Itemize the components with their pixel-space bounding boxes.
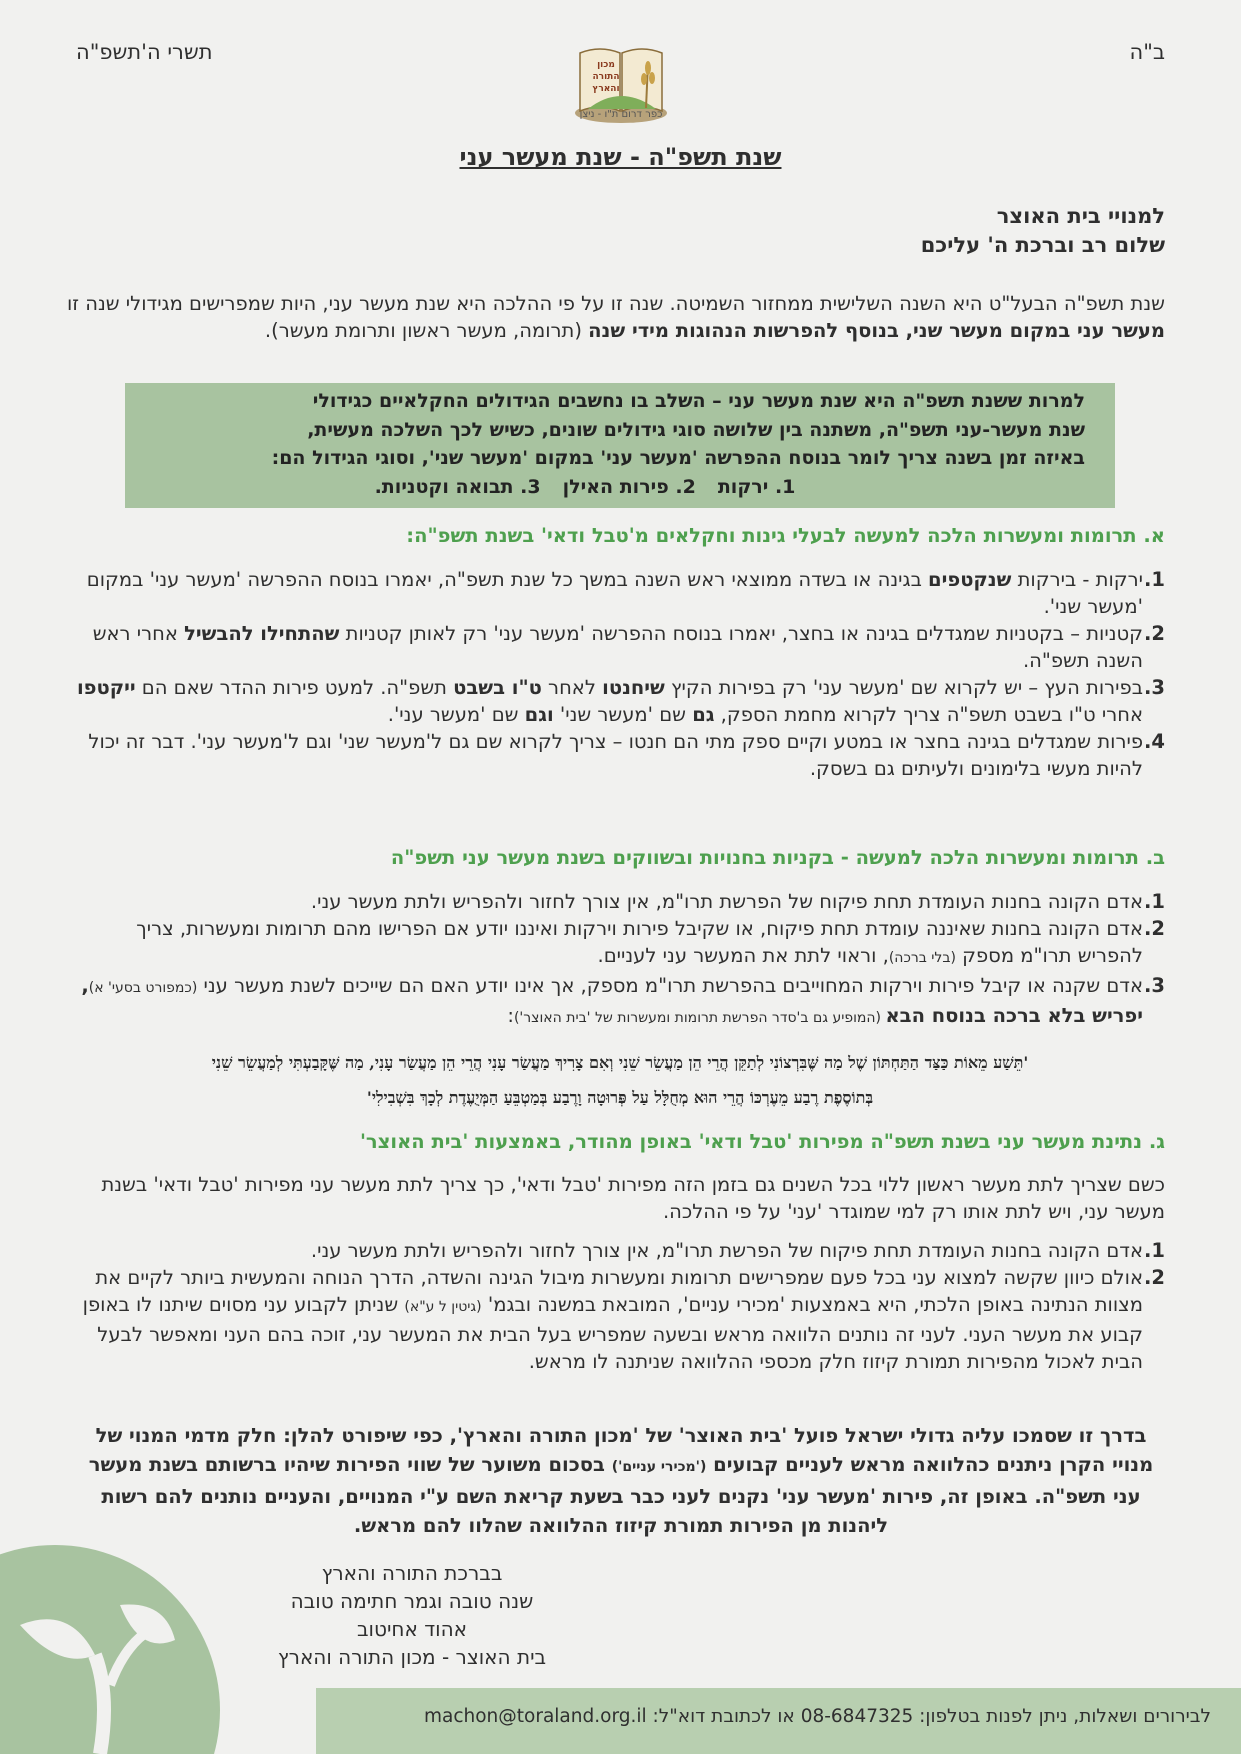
- logo-text-3: והארץ: [592, 84, 620, 94]
- header-date: תשרי ה'תשפ"ה: [76, 40, 213, 64]
- item-text: בפירות העץ – יש לקרוא שם 'מעשר עני' רק בפירות הקיץ: [664, 676, 1143, 699]
- signoff-line-2: שנה טובה וגמר חתימה טובה: [290, 1589, 534, 1613]
- item-number: 3.: [1144, 974, 1165, 997]
- item-text: לאחר: [541, 676, 603, 699]
- item-text: אחרי ראש השנה תשפ"ה.: [92, 622, 1143, 672]
- logo-text-1: מכון: [597, 60, 615, 70]
- section-c-intro: כשם שצריך לתת מעשר ראשון ללוי בכל השנים גם בזמן הזה מפירות 'טבל ודאי', כך צריך לתת מעשר עני מפירות 'טבל ודאי' בשנת מעשר עני, ויש לתת אותו רק למי שמוגדר 'עני' על פי ההלכה.: [101, 1173, 1165, 1223]
- section-a-heading: א. תרומות ומעשרות הלכה למעשה לבעלי גינות וחקלאים מ'טבל ודאי' בשנת תשפ"ה:: [406, 524, 1165, 547]
- crop-type-3: 3. תבואה וקטניות.: [374, 475, 541, 498]
- item-text: שם 'מעשר עני'.: [387, 703, 525, 726]
- signoff-org: בית האוצר - מכון התורה והארץ: [277, 1645, 547, 1669]
- item-number: 4.: [1144, 730, 1165, 753]
- highlight-line-1: למרות ששנת תשפ"ה היא שנת מעשר עני – השלב בו נחשבים הגידולים החקלאיים כגידולי: [312, 390, 1085, 412]
- section-a-list: [65, 566, 1165, 782]
- section-c-heading: ג. נתינת מעשר עני בשנת תשפ"ה מפירות 'טבל ודאי' באופן מהודר, באמצעות 'בית האוצר': [359, 1130, 1165, 1153]
- intro-text-1: שנת תשפ"ה הבעל"ט היא השנה השלישית ממחזור השמיטה. שנה זו על פי ההלכה היא שנת מעשר עני, היות שמפרישים מגידולי שנה זו: [66, 292, 1165, 315]
- item-number: 1.: [1144, 568, 1165, 591]
- list-item: [65, 888, 1165, 915]
- item-note: (בלי ברכה): [888, 950, 956, 966]
- addressee: [921, 202, 1165, 260]
- item-text: שם 'מעשר שני': [553, 703, 693, 726]
- footer-prefix: לבירורים ושאלות, ניתן לפנות בטלפון:: [913, 1706, 1211, 1727]
- footer-phone[interactable]: 08-6847325: [800, 1706, 914, 1727]
- item-text: שניתן לקבוע עני מסוים שיתנו לו באופן קבוע את מעשר העני. לעני זה נותנים הלוואה מראש ובשעה שמפריש בעל הבית את המעשר עני, זוכה בהם העני ומאפשר לבעל הבית לאכול מהפירות תמורת קיזוז חלק מכספי ההלוואה שניתנה לו מראש.: [82, 1293, 1143, 1373]
- closing-note: ('מכירי עניים'): [611, 1459, 707, 1475]
- header-bh: ב"ה: [1129, 40, 1165, 64]
- list-item: [65, 1264, 1165, 1375]
- item-text: אחרי ט"ו בשבט תשפ"ה צריך לקרוא מחמת הספק,: [714, 703, 1143, 726]
- sprout-corner-icon: [0, 1545, 220, 1754]
- item-text: קטניות – בקטניות שמגדלים בגינה או בחצר, יאמרו בנוסח ההפרשה 'מעשר עני' רק לאותן קטניות: [339, 622, 1143, 645]
- item-text: אדם שקנה או קיבל פירות וירקות המחוייבים בהפרשת תרו"מ מספק, אך אינו יודע האם הם שייכים לשנת מעשר עני: [197, 974, 1143, 997]
- item-text: אדם הקונה בחנות העומדת תחת פיקוח של הפרשת תרו"מ, אין צורך לחזור ולהפריש ולתת מעשר עני.: [310, 890, 1143, 913]
- item-bold: שהתחילו להבשיל: [184, 622, 340, 645]
- list-item: [65, 915, 1165, 972]
- list-item: [65, 1237, 1165, 1264]
- item-bold: , יפריש בלא ברכה בנוסח הבא: [81, 974, 1143, 1027]
- item-number: 1.: [1144, 1239, 1165, 1262]
- crop-types: [155, 473, 1085, 502]
- section-c-list: [65, 1237, 1165, 1375]
- list-item: [65, 728, 1165, 782]
- logo-caption: כפר דרום ת"ו - ניצן: [579, 109, 663, 120]
- addressee-line-2: שלום רב וברכת ה' עליכם: [920, 233, 1165, 257]
- page-title: שנת תשפ"ה - שנת מעשר עני: [459, 143, 782, 171]
- intro-bold: מעשר עני במקום מעשר שני, בנוסף להפרשות הנהוגות מידי שנה: [588, 319, 1165, 342]
- signoff: [262, 1559, 562, 1671]
- footer-contact-band: [316, 1688, 1241, 1754]
- footer-email[interactable]: machon@toraland.org.il: [423, 1706, 647, 1727]
- item-text: ירקות - בירקות: [1011, 568, 1143, 591]
- highlight-line-2: שנת מעשר-עני תשפ"ה, משתנה בין שלושה סוגי גידולים שונים, כשיש לכך השלכה מעשית,: [307, 418, 1085, 441]
- item-text: תשפ"ה. למעט פירות ההדר שאם הם: [135, 676, 454, 699]
- closing-paragraph: [76, 1421, 1166, 1540]
- item-note: (המופיע גם ב'סדר הפרשת תרומות ומעשרות של 'בית האוצר'): [513, 1010, 886, 1026]
- item-note: (כמפורט בסעי' א): [88, 980, 198, 996]
- item-text: :: [507, 1004, 514, 1027]
- intro-paragraph: [65, 290, 1165, 344]
- item-text: בגינה או בשדה ממוצאי ראש השנה במשך כל שנת תשפ"ה, יאמרו בנוסח ההפרשה 'מעשר עני' במקום 'מעשר שני'.: [86, 568, 1143, 618]
- item-number: 2.: [1144, 917, 1165, 940]
- footer-middle: או לכתובת דוא"ל:: [646, 1706, 801, 1727]
- list-item: [65, 972, 1165, 1032]
- intro-text-2: (תרומה, מעשר ראשון ותרומת מעשר).: [264, 319, 589, 342]
- item-text: פירות שמגדלים בגינה בחצר או במטע וקיים ספק מתי הם חנטו – צריך לקרוא שם גם ל'מעשר שני' וגם ל'מעשר עני'. דבר זה יכול להיות מעשי בלימונים ולעיתים גם בשסק.: [88, 730, 1143, 780]
- item-bold: ט"ו בשבט: [453, 676, 542, 699]
- section-b-heading: ב. תרומות ומעשרות הלכה למעשה - בקניות בחנויות ובשווקים בשנת מעשר עני תשפ"ה: [390, 846, 1165, 869]
- addressee-line-1: למנויי בית האוצר: [996, 204, 1165, 228]
- closing-text-2: בסכום משוער של שווי הפירות שיהיו ברשותם בשנת מעשר עני תשפ"ה. באופן זה, פירות 'מעשר עני' נקנים לעני כבר בשעת קריאת השם ע"י המנויים, והעניים נותנים להם רשות ליהנות מן הפירות תמורת קיזוז ההלוואה שהלוו להם מראש.: [88, 1453, 1141, 1537]
- quote-line-2: בְּתוֹסֶפֶת רֶבַע מֵעֶרְכּוֹ הֲרֵי הוּא מְחֻלָּל עַל פְּרוּטָה וָרֶבַע בְּמַטְבֵּעַ הַמְּיֻעֶדֶת לְכָךְ בִּשְׁבִילִי': [366, 1088, 874, 1107]
- item-text: אדם הקונה בחנות שאיננה עומדת תחת פיקוח, או שקיבל פירות וירקות ואיננו יודע אם הפרישו מהם תרומות ומעשרות, צריך להפריש תרו"מ מספק: [136, 917, 1143, 967]
- item-note: (גיטין ל ע"א): [404, 1299, 482, 1315]
- footer-contact: [424, 1706, 1211, 1727]
- item-bold: גם: [692, 703, 715, 726]
- item-number: 2.: [1144, 1266, 1165, 1289]
- item-bold: וגם: [524, 703, 554, 726]
- logo-text-2: התורה: [592, 72, 620, 82]
- crop-type-2: 2. פירות האילן: [562, 475, 696, 498]
- item-text: אולם כיוון שקשה למצוא עני בכל פעם שמפרישים תרומות ומעשרות מיבול הגינה והשדה, הדרך הנוחה והמעשית ביותר לקיים את מצוות הנתינה באופן הלכתי, היא באמצעות 'מכירי עניים', המובאת במשנה ובגמ': [95, 1266, 1143, 1316]
- list-item: [65, 566, 1165, 620]
- item-number: 1.: [1144, 890, 1165, 913]
- signoff-name: אהוד אחיטוב: [356, 1617, 468, 1641]
- signoff-line-1: בברכת התורה והארץ: [321, 1561, 503, 1585]
- item-text: אדם הקונה בחנות העומדת תחת פיקוח של הפרשת תרו"מ, אין צורך לחזור ולהפריש ולתת מעשר עני.: [310, 1239, 1143, 1262]
- item-bold: שנקטפים: [928, 568, 1012, 591]
- crop-type-1: 1. ירקות: [717, 475, 796, 498]
- quote-line-1: 'תֵּשַׁע מֵאוֹת כַּצַּד הַתַּחְתּוֹן שֶׁל מַה שֶּׁבִּרְצוֹנִי לְתַקֵּן הֲרֵי הֵן מַעֲשֵׂר שֵׁנִי וְאִם צָרִיךְ מַעֲשַׂר עָנִי הֲרֵי הֵן מַעֲשַׂר עָנִי, מַה שֶּׁקָּבַעְתִּי לְמַעֲשֵׂר שֵׁנִי: [211, 1053, 1029, 1072]
- separation-formula-quote: [70, 1045, 1170, 1115]
- item-number: 2.: [1144, 622, 1165, 645]
- highlight-box: [125, 383, 1115, 508]
- closing-text-1: בדרך זו שסמכו עליה גדולי ישראל פועל 'בית האוצר' של 'מכון התורה והארץ', כפי שיפורט להלן: חלק מדמי המנוי של מנויי הקרן ניתנים כהלוואה מראש לעניים קבועים: [95, 1424, 1154, 1476]
- item-bold: שיחנטו: [602, 676, 665, 699]
- list-item: [65, 674, 1165, 728]
- item-number: 3.: [1144, 676, 1165, 699]
- item-text: , וראוי לתת את המעשר עני לעניים.: [597, 944, 889, 967]
- highlight-line-3: באיזה זמן בשנה צריך לומר בנוסח ההפרשה 'מעשר עני' במקום 'מעשר שני', וסוגי הגידול הם:: [271, 447, 1085, 469]
- list-item: [65, 620, 1165, 674]
- item-bold: ייקטפו: [76, 676, 136, 699]
- section-b-list: [65, 888, 1165, 1032]
